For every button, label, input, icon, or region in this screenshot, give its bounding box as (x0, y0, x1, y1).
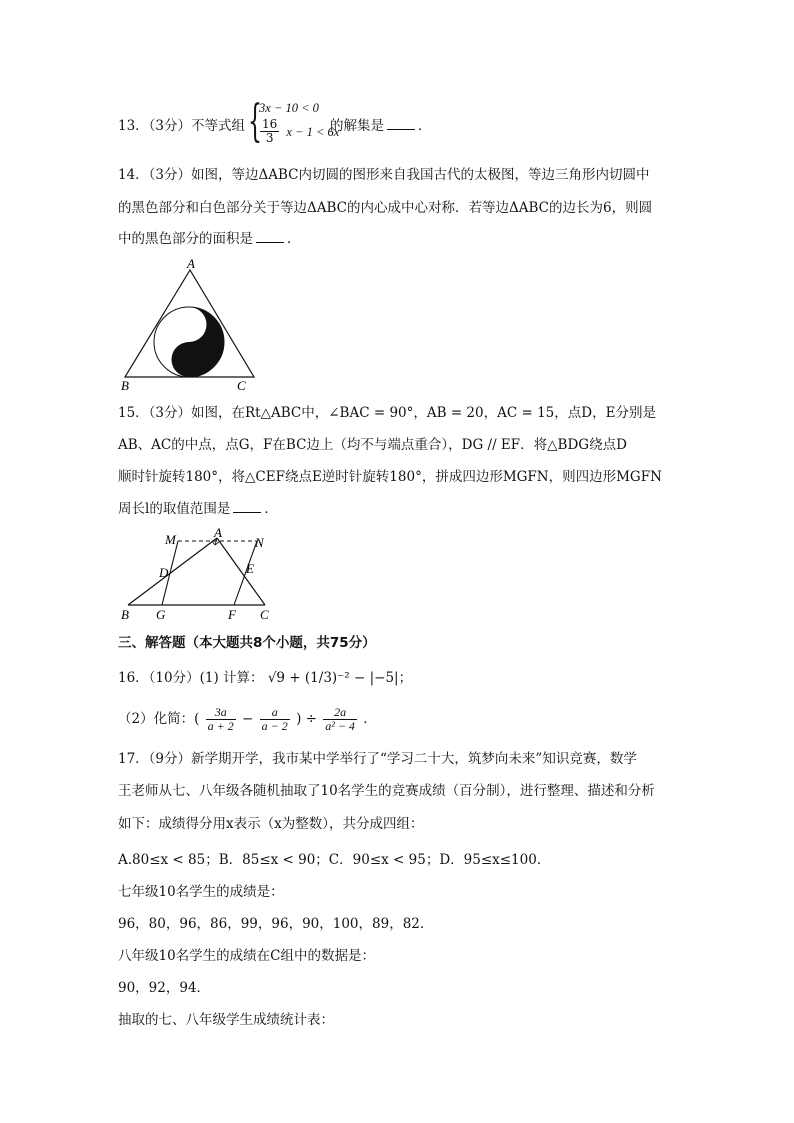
answer-blank[interactable] (256, 230, 284, 243)
q15-line-3: 顺时针旋转180°，将△CEF绕点E逆时针旋转180°，拼成四边形MGFN，则四边形MGFN (118, 469, 662, 485)
q17-table-title: 抽取的七、八年级学生成绩统计表： (118, 1012, 334, 1028)
label-B: B (121, 378, 129, 393)
label-C: C (237, 378, 246, 393)
q16-part-1: 16．（10分）(1) 计算： √9 + (1/3)⁻² − |−5|； (118, 670, 413, 686)
label-A: A (187, 256, 195, 271)
q15-line-4: 周长l的取值范围是 ． (118, 501, 278, 517)
label-F: F (228, 607, 236, 622)
q13-inequality-2: $\frac{16}{3}$ x − 1 < 6x (262, 117, 340, 145)
label-A: A (214, 525, 222, 540)
q13-fraction: $\frac{16}{3}$ (262, 117, 278, 145)
q14-line-2: 的黑色部分和白色部分关于等边ΔABC的内心成中心对称．若等边ΔABC的边长为6，则圆 (118, 200, 653, 216)
q17-line-1: 17．（9分）新学期开学，我市某中学举行了“学习二十大，筑梦向未来”知识竞赛，数学 (118, 751, 637, 767)
label-N: N (255, 535, 264, 550)
q17-grade7-title: 七年级10名学生的成绩是： (118, 884, 284, 900)
taiji-triangle-figure (115, 255, 260, 395)
q13-brace: { (248, 96, 262, 147)
fraction-3: $\frac{2a}{\text{a² − 4}}$ (325, 705, 355, 733)
q14-line-3: 中的黑色部分的面积是 ． (118, 231, 301, 247)
q13-inequality-1: 3x − 10 < 0 (259, 101, 319, 115)
q16-part-2: （2）化简：( $\frac{3a}{a + 2}$ − $\frac{a}{a - 2}$ ) ÷ $\frac{2a}{\text{a² − 4}}$ ． (118, 705, 377, 733)
q17-line-3: 如下：成绩得分用x表示（x为整数），共分成四组： (118, 816, 424, 832)
section-3-title: 三、解答题（本大题共8个小题，共75分） (118, 635, 376, 651)
q13-suffix: 的解集是 ． (330, 118, 432, 134)
q17-grade7-scores: 96，80，96，86，99，96，90，100，89，82． (118, 916, 434, 932)
fraction-2: $\frac{a}{a - 2}$ (261, 705, 288, 733)
q17-grade8-scores: 90，92，94． (118, 980, 211, 996)
answer-blank[interactable] (387, 117, 415, 130)
q15-line-1: 15．（3分）如图，在Rt△ABC中，∠BAC = 90°，AB = 20，AC = 15，点D，E分别是 (118, 405, 656, 421)
q17-line-2: 王老师从七、八年级各随机抽取了10名学生的竞赛成绩（百分制），进行整理、描述和分析 (118, 783, 655, 799)
q14-line-1: 14．（3分）如图，等边ΔABC内切圆的图形来自我国古代的太极图，等边三角形内切圆中 (118, 167, 650, 183)
label-D: D (159, 565, 169, 580)
q17-groups: A.80≤x < 85；B．85≤x < 90；C．90≤x < 95；D．95≤x≤100． (118, 852, 551, 868)
label-E: E (246, 561, 254, 576)
label-G: G (156, 607, 166, 622)
label-C: C (260, 607, 269, 622)
quadrilateral-figure (115, 525, 280, 625)
answer-blank[interactable] (233, 500, 261, 513)
q17-grade8-title: 八年级10名学生的成绩在C组中的数据是： (118, 948, 376, 964)
q15-line-2: AB、AC的中点，点G，F在BC边上（均不与端点重合），DG // EF．将△BDG绕点D (118, 437, 627, 453)
label-B: B (121, 607, 129, 622)
fraction-1: $\frac{3a}{a + 2}$ (207, 705, 234, 733)
label-M: M (165, 532, 176, 547)
q13-prefix: 13．（3分）不等式组 (118, 118, 246, 134)
